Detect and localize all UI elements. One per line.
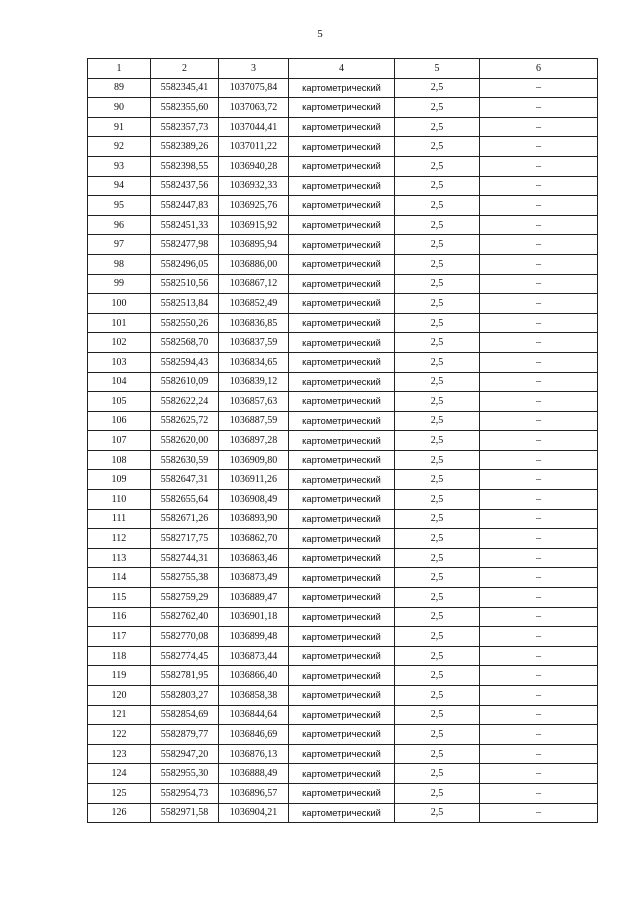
table-row — [88, 333, 598, 353]
point-number-cell: 89 — [88, 78, 151, 98]
description-cell: – — [480, 803, 598, 823]
x-coordinate-cell: 5582389,26 — [151, 137, 219, 157]
y-coordinate-cell: 1036844,64 — [219, 705, 289, 725]
table-row — [88, 803, 598, 823]
y-coordinate-cell: 1036940,28 — [219, 156, 289, 176]
x-coordinate-cell: 5582622,24 — [151, 392, 219, 412]
method-cell: картометрический — [289, 686, 395, 706]
accuracy-cell: 2,5 — [395, 254, 480, 274]
description-cell: – — [480, 137, 598, 157]
method-cell: картометрический — [289, 470, 395, 490]
method-cell: картометрический — [289, 117, 395, 137]
description-cell: – — [480, 294, 598, 314]
x-coordinate-cell: 5582774,45 — [151, 646, 219, 666]
accuracy-cell: 2,5 — [395, 431, 480, 451]
accuracy-cell: 2,5 — [395, 764, 480, 784]
y-coordinate-cell: 1036873,49 — [219, 568, 289, 588]
accuracy-cell: 2,5 — [395, 783, 480, 803]
accuracy-cell: 2,5 — [395, 313, 480, 333]
y-coordinate-cell: 1036867,12 — [219, 274, 289, 294]
point-number-cell: 109 — [88, 470, 151, 490]
point-number-cell: 125 — [88, 783, 151, 803]
x-coordinate-cell: 5582647,31 — [151, 470, 219, 490]
accuracy-cell: 2,5 — [395, 490, 480, 510]
header-cell-3: 3 — [219, 59, 289, 79]
table-row — [88, 764, 598, 784]
x-coordinate-cell: 5582550,26 — [151, 313, 219, 333]
table-row — [88, 156, 598, 176]
point-number-cell: 93 — [88, 156, 151, 176]
accuracy-cell: 2,5 — [395, 235, 480, 255]
table-row — [88, 137, 598, 157]
description-cell: – — [480, 588, 598, 608]
method-cell: картометрический — [289, 78, 395, 98]
y-coordinate-cell: 1036837,59 — [219, 333, 289, 353]
description-cell: – — [480, 725, 598, 745]
description-cell: – — [480, 450, 598, 470]
point-number-cell: 91 — [88, 117, 151, 137]
method-cell: картометрический — [289, 431, 395, 451]
y-coordinate-cell: 1036899,48 — [219, 627, 289, 647]
method-cell: картометрический — [289, 392, 395, 412]
x-coordinate-cell: 5582610,09 — [151, 372, 219, 392]
table-row — [88, 744, 598, 764]
y-coordinate-cell: 1036911,26 — [219, 470, 289, 490]
x-coordinate-cell: 5582437,56 — [151, 176, 219, 196]
accuracy-cell: 2,5 — [395, 744, 480, 764]
accuracy-cell: 2,5 — [395, 529, 480, 549]
point-number-cell: 121 — [88, 705, 151, 725]
description-cell: – — [480, 156, 598, 176]
method-cell: картометрический — [289, 274, 395, 294]
table-row — [88, 666, 598, 686]
description-cell: – — [480, 744, 598, 764]
table-header-row — [88, 59, 598, 79]
description-cell: – — [480, 117, 598, 137]
table-row — [88, 411, 598, 431]
table-row — [88, 392, 598, 412]
table-row — [88, 176, 598, 196]
x-coordinate-cell: 5582447,83 — [151, 196, 219, 216]
x-coordinate-cell: 5582357,73 — [151, 117, 219, 137]
method-cell: картометрический — [289, 568, 395, 588]
method-cell: картометрический — [289, 627, 395, 647]
table-row — [88, 509, 598, 529]
description-cell: – — [480, 470, 598, 490]
table-row — [88, 294, 598, 314]
accuracy-cell: 2,5 — [395, 686, 480, 706]
point-number-cell: 103 — [88, 352, 151, 372]
y-coordinate-cell: 1036925,76 — [219, 196, 289, 216]
method-cell: картометрический — [289, 98, 395, 118]
accuracy-cell: 2,5 — [395, 196, 480, 216]
table-body — [88, 59, 598, 823]
accuracy-cell: 2,5 — [395, 176, 480, 196]
point-number-cell: 119 — [88, 666, 151, 686]
point-number-cell: 102 — [88, 333, 151, 353]
point-number-cell: 107 — [88, 431, 151, 451]
description-cell: – — [480, 490, 598, 510]
table-row — [88, 470, 598, 490]
point-number-cell: 98 — [88, 254, 151, 274]
table-row — [88, 450, 598, 470]
description-cell: – — [480, 235, 598, 255]
accuracy-cell: 2,5 — [395, 509, 480, 529]
table-row — [88, 686, 598, 706]
method-cell: картометрический — [289, 196, 395, 216]
y-coordinate-cell: 1036915,92 — [219, 215, 289, 235]
x-coordinate-cell: 5582854,69 — [151, 705, 219, 725]
point-number-cell: 96 — [88, 215, 151, 235]
x-coordinate-cell: 5582947,20 — [151, 744, 219, 764]
table-row — [88, 117, 598, 137]
description-cell: – — [480, 568, 598, 588]
method-cell: картометрический — [289, 548, 395, 568]
method-cell: картометрический — [289, 509, 395, 529]
y-coordinate-cell: 1036852,49 — [219, 294, 289, 314]
accuracy-cell: 2,5 — [395, 666, 480, 686]
accuracy-cell: 2,5 — [395, 98, 480, 118]
accuracy-cell: 2,5 — [395, 725, 480, 745]
header-cell-2: 2 — [151, 59, 219, 79]
method-cell: картометрический — [289, 705, 395, 725]
y-coordinate-cell: 1036846,69 — [219, 725, 289, 745]
description-cell: – — [480, 705, 598, 725]
table-row — [88, 529, 598, 549]
description-cell: – — [480, 646, 598, 666]
y-coordinate-cell: 1036909,80 — [219, 450, 289, 470]
point-number-cell: 122 — [88, 725, 151, 745]
point-number-cell: 111 — [88, 509, 151, 529]
accuracy-cell: 2,5 — [395, 352, 480, 372]
accuracy-cell: 2,5 — [395, 215, 480, 235]
y-coordinate-cell: 1036839,12 — [219, 372, 289, 392]
table-row — [88, 274, 598, 294]
x-coordinate-cell: 5582477,98 — [151, 235, 219, 255]
method-cell: картометрический — [289, 215, 395, 235]
x-coordinate-cell: 5582630,59 — [151, 450, 219, 470]
method-cell: картометрический — [289, 313, 395, 333]
point-number-cell: 110 — [88, 490, 151, 510]
description-cell: – — [480, 392, 598, 412]
x-coordinate-cell: 5582496,05 — [151, 254, 219, 274]
method-cell: картометрический — [289, 450, 395, 470]
coordinates-table — [87, 58, 598, 823]
description-cell: – — [480, 196, 598, 216]
table-row — [88, 372, 598, 392]
table-row — [88, 627, 598, 647]
description-cell: – — [480, 686, 598, 706]
y-coordinate-cell: 1036866,40 — [219, 666, 289, 686]
point-number-cell: 105 — [88, 392, 151, 412]
table-row — [88, 313, 598, 333]
table-row — [88, 725, 598, 745]
accuracy-cell: 2,5 — [395, 607, 480, 627]
x-coordinate-cell: 5582744,31 — [151, 548, 219, 568]
table-row — [88, 607, 598, 627]
y-coordinate-cell: 1037044,41 — [219, 117, 289, 137]
point-number-cell: 115 — [88, 588, 151, 608]
table-row — [88, 490, 598, 510]
x-coordinate-cell: 5582954,73 — [151, 783, 219, 803]
y-coordinate-cell: 1037075,84 — [219, 78, 289, 98]
table-row — [88, 783, 598, 803]
description-cell: – — [480, 313, 598, 333]
header-cell-5: 5 — [395, 59, 480, 79]
y-coordinate-cell: 1036888,49 — [219, 764, 289, 784]
table-row — [88, 588, 598, 608]
y-coordinate-cell: 1036904,21 — [219, 803, 289, 823]
x-coordinate-cell: 5582971,58 — [151, 803, 219, 823]
x-coordinate-cell: 5582762,40 — [151, 607, 219, 627]
point-number-cell: 104 — [88, 372, 151, 392]
point-number-cell: 112 — [88, 529, 151, 549]
method-cell: картометрический — [289, 294, 395, 314]
table-row — [88, 431, 598, 451]
description-cell: – — [480, 274, 598, 294]
table-row — [88, 254, 598, 274]
table-row — [88, 215, 598, 235]
page-number: 5 — [317, 28, 323, 40]
x-coordinate-cell: 5582717,75 — [151, 529, 219, 549]
y-coordinate-cell: 1037011,22 — [219, 137, 289, 157]
point-number-cell: 106 — [88, 411, 151, 431]
description-cell: – — [480, 764, 598, 784]
y-coordinate-cell: 1036836,85 — [219, 313, 289, 333]
x-coordinate-cell: 5582451,33 — [151, 215, 219, 235]
y-coordinate-cell: 1036901,18 — [219, 607, 289, 627]
y-coordinate-cell: 1036858,38 — [219, 686, 289, 706]
description-cell: – — [480, 372, 598, 392]
accuracy-cell: 2,5 — [395, 411, 480, 431]
method-cell: картометрический — [289, 254, 395, 274]
point-number-cell: 94 — [88, 176, 151, 196]
x-coordinate-cell: 5582568,70 — [151, 333, 219, 353]
y-coordinate-cell: 1036895,94 — [219, 235, 289, 255]
point-number-cell: 100 — [88, 294, 151, 314]
description-cell: – — [480, 548, 598, 568]
y-coordinate-cell: 1037063,72 — [219, 98, 289, 118]
method-cell: картометрический — [289, 646, 395, 666]
accuracy-cell: 2,5 — [395, 705, 480, 725]
x-coordinate-cell: 5582759,29 — [151, 588, 219, 608]
method-cell: картометрический — [289, 529, 395, 549]
method-cell: картометрический — [289, 764, 395, 784]
y-coordinate-cell: 1036893,90 — [219, 509, 289, 529]
accuracy-cell: 2,5 — [395, 803, 480, 823]
y-coordinate-cell: 1036857,63 — [219, 392, 289, 412]
accuracy-cell: 2,5 — [395, 627, 480, 647]
table-row — [88, 196, 598, 216]
point-number-cell: 114 — [88, 568, 151, 588]
accuracy-cell: 2,5 — [395, 450, 480, 470]
y-coordinate-cell: 1036887,59 — [219, 411, 289, 431]
point-number-cell: 101 — [88, 313, 151, 333]
point-number-cell: 92 — [88, 137, 151, 157]
y-coordinate-cell: 1036863,46 — [219, 548, 289, 568]
method-cell: картометрический — [289, 372, 395, 392]
x-coordinate-cell: 5582655,64 — [151, 490, 219, 510]
header-cell-6: 6 — [480, 59, 598, 79]
accuracy-cell: 2,5 — [395, 294, 480, 314]
y-coordinate-cell: 1036834,65 — [219, 352, 289, 372]
table-row — [88, 646, 598, 666]
point-number-cell: 90 — [88, 98, 151, 118]
y-coordinate-cell: 1036886,00 — [219, 254, 289, 274]
y-coordinate-cell: 1036908,49 — [219, 490, 289, 510]
table-row — [88, 352, 598, 372]
table-row — [88, 705, 598, 725]
method-cell: картометрический — [289, 333, 395, 353]
method-cell: картометрический — [289, 607, 395, 627]
x-coordinate-cell: 5582513,84 — [151, 294, 219, 314]
x-coordinate-cell: 5582625,72 — [151, 411, 219, 431]
x-coordinate-cell: 5582955,30 — [151, 764, 219, 784]
description-cell: – — [480, 666, 598, 686]
description-cell: – — [480, 176, 598, 196]
x-coordinate-cell: 5582345,41 — [151, 78, 219, 98]
description-cell: – — [480, 215, 598, 235]
description-cell: – — [480, 254, 598, 274]
accuracy-cell: 2,5 — [395, 117, 480, 137]
accuracy-cell: 2,5 — [395, 588, 480, 608]
accuracy-cell: 2,5 — [395, 372, 480, 392]
method-cell: картометрический — [289, 725, 395, 745]
accuracy-cell: 2,5 — [395, 137, 480, 157]
x-coordinate-cell: 5582781,95 — [151, 666, 219, 686]
description-cell: – — [480, 529, 598, 549]
table-row — [88, 548, 598, 568]
point-number-cell: 97 — [88, 235, 151, 255]
description-cell: – — [480, 411, 598, 431]
x-coordinate-cell: 5582620,00 — [151, 431, 219, 451]
accuracy-cell: 2,5 — [395, 156, 480, 176]
point-number-cell: 95 — [88, 196, 151, 216]
method-cell: картометрический — [289, 803, 395, 823]
description-cell: – — [480, 627, 598, 647]
point-number-cell: 123 — [88, 744, 151, 764]
accuracy-cell: 2,5 — [395, 274, 480, 294]
method-cell: картометрический — [289, 588, 395, 608]
y-coordinate-cell: 1036932,33 — [219, 176, 289, 196]
method-cell: картометрический — [289, 411, 395, 431]
description-cell: – — [480, 783, 598, 803]
point-number-cell: 116 — [88, 607, 151, 627]
x-coordinate-cell: 5582398,55 — [151, 156, 219, 176]
point-number-cell: 117 — [88, 627, 151, 647]
method-cell: картометрический — [289, 137, 395, 157]
x-coordinate-cell: 5582594,43 — [151, 352, 219, 372]
method-cell: картометрический — [289, 352, 395, 372]
point-number-cell: 126 — [88, 803, 151, 823]
y-coordinate-cell: 1036876,13 — [219, 744, 289, 764]
accuracy-cell: 2,5 — [395, 470, 480, 490]
table-row — [88, 78, 598, 98]
table-row — [88, 98, 598, 118]
x-coordinate-cell: 5582510,56 — [151, 274, 219, 294]
method-cell: картометрический — [289, 490, 395, 510]
method-cell: картометрический — [289, 176, 395, 196]
accuracy-cell: 2,5 — [395, 568, 480, 588]
y-coordinate-cell: 1036889,47 — [219, 588, 289, 608]
method-cell: картометрический — [289, 783, 395, 803]
method-cell: картометрический — [289, 744, 395, 764]
description-cell: – — [480, 431, 598, 451]
y-coordinate-cell: 1036873,44 — [219, 646, 289, 666]
accuracy-cell: 2,5 — [395, 333, 480, 353]
x-coordinate-cell: 5582803,27 — [151, 686, 219, 706]
accuracy-cell: 2,5 — [395, 78, 480, 98]
point-number-cell: 99 — [88, 274, 151, 294]
x-coordinate-cell: 5582770,08 — [151, 627, 219, 647]
accuracy-cell: 2,5 — [395, 548, 480, 568]
description-cell: – — [480, 333, 598, 353]
description-cell: – — [480, 78, 598, 98]
point-number-cell: 124 — [88, 764, 151, 784]
method-cell: картометрический — [289, 156, 395, 176]
x-coordinate-cell: 5582671,26 — [151, 509, 219, 529]
header-cell-4: 4 — [289, 59, 395, 79]
point-number-cell: 120 — [88, 686, 151, 706]
x-coordinate-cell: 5582879,77 — [151, 725, 219, 745]
y-coordinate-cell: 1036862,70 — [219, 529, 289, 549]
x-coordinate-cell: 5582355,60 — [151, 98, 219, 118]
description-cell: – — [480, 98, 598, 118]
header-cell-1: 1 — [88, 59, 151, 79]
table-row — [88, 235, 598, 255]
accuracy-cell: 2,5 — [395, 646, 480, 666]
y-coordinate-cell: 1036896,57 — [219, 783, 289, 803]
point-number-cell: 118 — [88, 646, 151, 666]
x-coordinate-cell: 5582755,38 — [151, 568, 219, 588]
point-number-cell: 113 — [88, 548, 151, 568]
table-row — [88, 568, 598, 588]
accuracy-cell: 2,5 — [395, 392, 480, 412]
description-cell: – — [480, 607, 598, 627]
method-cell: картометрический — [289, 235, 395, 255]
point-number-cell: 108 — [88, 450, 151, 470]
y-coordinate-cell: 1036897,28 — [219, 431, 289, 451]
method-cell: картометрический — [289, 666, 395, 686]
description-cell: – — [480, 352, 598, 372]
description-cell: – — [480, 509, 598, 529]
